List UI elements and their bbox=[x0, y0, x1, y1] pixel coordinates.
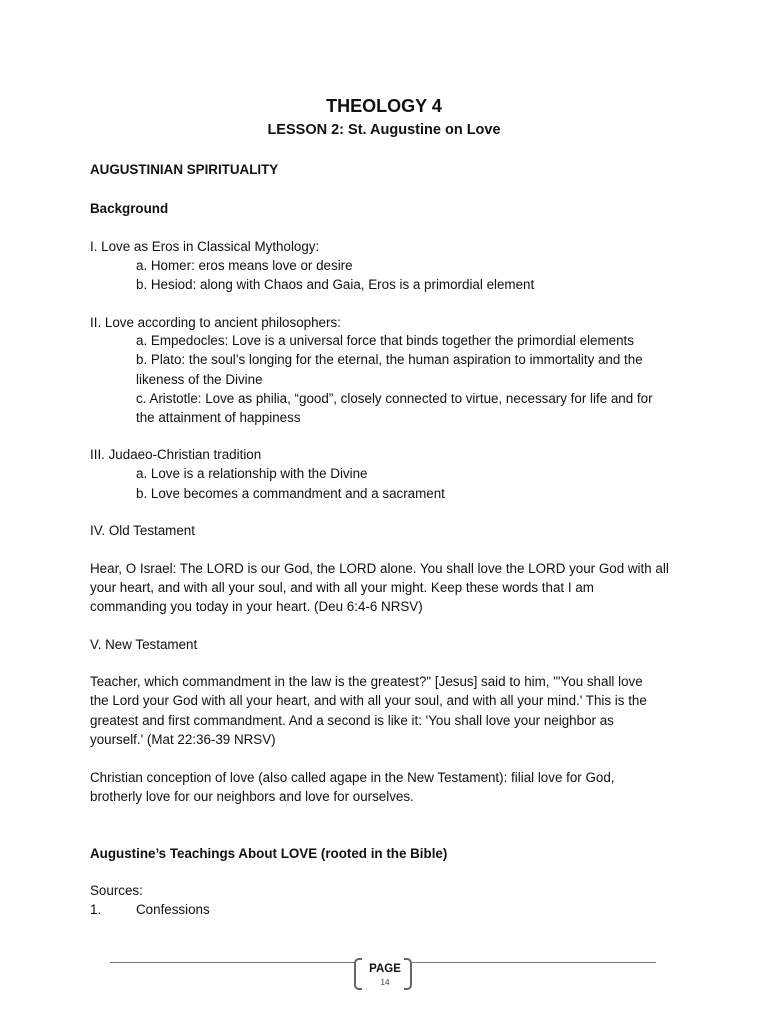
section-heading: AUGUSTINIAN SPIRITUALITY bbox=[90, 162, 279, 177]
lesson-subtitle: LESSON 2: St. Augustine on Love bbox=[267, 122, 501, 138]
section-3-item-b: b. Love becomes a commandment and a sacrament bbox=[136, 486, 445, 501]
old-testament-line1: Hear, O Israel: The LORD is our God, the LORD alone. You shall love the LORD your God with all bbox=[90, 561, 669, 576]
section-2-item-a: a. Empedocles: Love is a universal force that binds together the primordial elements bbox=[136, 333, 634, 348]
source-1-number: 1. bbox=[90, 902, 102, 917]
section-1-item-a: a. Homer: eros means love or desire bbox=[136, 258, 353, 273]
section-1-heading: I. Love as Eros in Classical Mythology: bbox=[90, 239, 320, 254]
new-testament-line4: yourself.' (Mat 22:36-39 NRSV) bbox=[90, 732, 276, 747]
sources-label: Sources: bbox=[90, 883, 143, 898]
page-label: PAGE bbox=[369, 963, 401, 975]
agape-line2: brotherly love for our neighbors and love for ourselves. bbox=[90, 789, 414, 804]
section-5-heading: V. New Testament bbox=[90, 637, 198, 652]
footer-rule-left bbox=[110, 962, 356, 963]
footer-bracket-left bbox=[354, 958, 362, 990]
background-heading: Background bbox=[90, 201, 169, 216]
section-2-item-c-line1: c. Aristotle: Love as philia, “good”, closely connected to virtue, necessary for life and for bbox=[136, 391, 653, 406]
footer-rule-right bbox=[412, 962, 656, 963]
page-title: THEOLOGY 4 bbox=[326, 96, 442, 116]
new-testament-line3: greatest and first commandment. And a second is like it: 'You shall love your neighbor as bbox=[90, 713, 614, 728]
new-testament-line1: Teacher, which commandment in the law is the greatest?" [Jesus] said to him, "'You shall love bbox=[90, 674, 643, 689]
source-1-title: Confessions bbox=[136, 902, 210, 917]
section-2-heading: II. Love according to ancient philosophers: bbox=[90, 315, 341, 330]
teachings-heading: Augustine’s Teachings About LOVE (rooted in the Bible) bbox=[90, 846, 448, 861]
agape-line1: Christian conception of love (also called agape in the New Testament): filial love for God, bbox=[90, 770, 615, 785]
old-testament-line3: commanding you today in your heart. (Deu 6:4-6 NRSV) bbox=[90, 599, 423, 614]
section-2-item-c-line2: the attainment of happiness bbox=[136, 410, 301, 425]
new-testament-line2: the Lord your God with all your heart, and with all your soul, and with all your mind.' This is the bbox=[90, 693, 647, 708]
section-2-item-b-line2: likeness of the Divine bbox=[136, 372, 263, 387]
old-testament-line2: your heart, and with all your soul, and with all your might. Keep these words that I am bbox=[90, 580, 594, 595]
page-number: 14 bbox=[380, 978, 390, 987]
section-4-heading: IV. Old Testament bbox=[90, 523, 195, 538]
section-1-item-b: b. Hesiod: along with Chaos and Gaia, Eros is a primordial element bbox=[136, 277, 535, 292]
section-3-item-a: a. Love is a relationship with the Divine bbox=[136, 466, 368, 481]
section-2-item-b-line1: b. Plato: the soul’s longing for the eternal, the human aspiration to immortality and the bbox=[136, 352, 643, 367]
section-3-heading: III. Judaeo-Christian tradition bbox=[90, 447, 262, 462]
